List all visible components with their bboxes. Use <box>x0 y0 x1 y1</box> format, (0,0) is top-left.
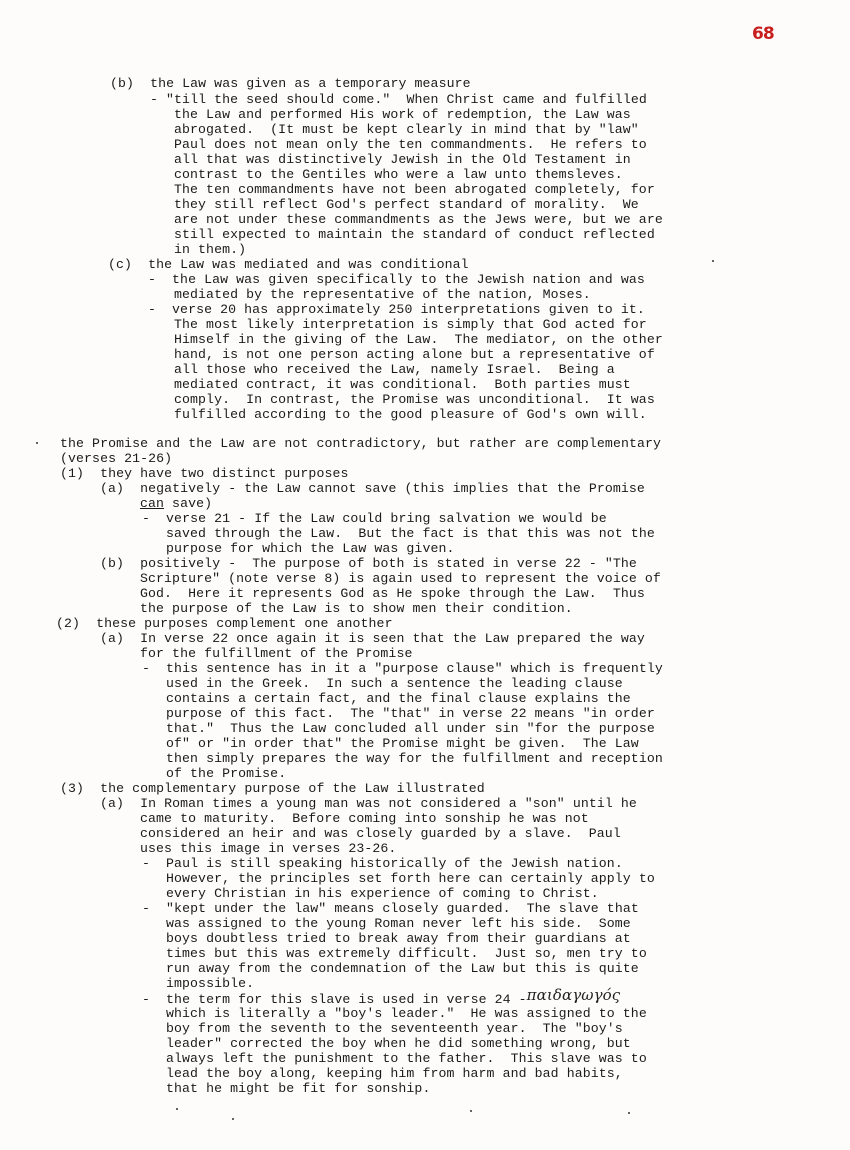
text-line: can save) <box>140 496 213 511</box>
text-line: that he might be fit for sonship. <box>166 1081 431 1096</box>
text-line: - verse 21 - If the Law could bring salvation we would be <box>142 511 607 526</box>
text-line: (a) In Roman times a young man was not considered a "son" until he <box>100 796 637 811</box>
scan-speck <box>36 442 38 444</box>
text-line: - the Law was given specifically to the Jewish nation and was <box>148 272 645 287</box>
text-line: abrogated. (It must be kept clearly in mind that by "law" <box>174 122 639 137</box>
text-line: the purpose of the Law is to show men their condition. <box>140 601 573 616</box>
scan-speck <box>232 1118 234 1120</box>
scan-speck <box>712 260 714 262</box>
text-line: God. Here it represents God as He spoke through the Law. Thus <box>140 586 645 601</box>
text-line: However, the principles set forth here can certainly apply to <box>166 871 655 886</box>
text-line: of the Promise. <box>166 766 287 781</box>
text-line: used in the Greek. In such a sentence the leading clause <box>166 676 623 691</box>
text-line: considered an heir and was closely guarded by a slave. Paul <box>140 826 621 841</box>
text-line: (a) In verse 22 once again it is seen that the Law prepared the way <box>100 631 645 646</box>
text-line: boys doubtless tried to break away from their guardians at <box>166 931 631 946</box>
text-line: (b) positively - The purpose of both is stated in verse 22 - "The <box>100 556 637 571</box>
text-line: (a) negatively - the Law cannot save (this implies that the Promise <box>100 481 645 496</box>
text-line: - "till the seed should come." When Christ came and fulfilled <box>150 92 647 107</box>
text-line: (2) these purposes complement one another <box>56 616 393 631</box>
text-line: run away from the condemnation of the Law but this is quite <box>166 961 639 976</box>
text-line: hand, is not one person acting alone but a representative of <box>174 347 655 362</box>
text-line: - this sentence has in it a "purpose clause" which is frequently <box>142 661 663 676</box>
text-line: in them.) <box>174 242 247 257</box>
text-line: the Promise and the Law are not contradictory, but rather are complementary <box>60 436 662 451</box>
text-line: purpose for which the Law was given. <box>166 541 455 556</box>
text-line: still expected to maintain the standard of conduct reflected <box>174 227 655 242</box>
text-line: Paul does not mean only the ten commandments. He refers to <box>174 137 647 152</box>
text-line: contrast to the Gentiles who were a law unto themsleves. <box>174 167 623 182</box>
text-line: was assigned to the young Roman never left his side. Some <box>166 916 631 931</box>
scan-speck <box>470 1110 472 1112</box>
text-line: (1) they have two distinct purposes <box>60 466 349 481</box>
text-line: comply. In contrast, the Promise was unconditional. It was <box>174 392 655 407</box>
text-line: all those who received the Law, namely Israel. Being a <box>174 362 615 377</box>
text-line: mediated contract, it was conditional. Both parties must <box>174 377 631 392</box>
text-line: are not under these commandments as the Jews were, but we are <box>174 212 663 227</box>
text-line: uses this image in verses 23-26. <box>140 841 397 856</box>
text-line: (c) the Law was mediated and was conditional <box>108 257 469 272</box>
text-line: - the term for this slave is used in verse 24 -παιδαγωγός <box>142 986 621 1007</box>
text-line: - Paul is still speaking historically of the Jewish nation. <box>142 856 623 871</box>
text-line: (b) the Law was given as a temporary measure <box>110 76 471 91</box>
text-line: they still reflect God's perfect standard of morality. We <box>174 197 639 212</box>
text-line: - "kept under the law" means closely guarded. The slave that <box>142 901 639 916</box>
text-line: contains a certain fact, and the final clause explains the <box>166 691 631 706</box>
text-line: boy from the seventh to the seventeenth year. The "boy's <box>166 1021 623 1036</box>
text-line: (3) the complementary purpose of the Law illustrated <box>60 781 485 796</box>
text-line: The ten commandments have not been abrogated completely, for <box>174 182 655 197</box>
text-line: came to maturity. Before coming into sonship he was not <box>140 811 589 826</box>
text-line: mediated by the representative of the nation, Moses. <box>174 287 591 302</box>
greek-handwritten-word: παιδαγωγός <box>526 986 621 1004</box>
text-line: Himself in the giving of the Law. The mediator, on the other <box>174 332 663 347</box>
text-line: The most likely interpretation is simply that God acted for <box>174 317 647 332</box>
text-line: lead the boy along, keeping him from harm and bad habits, <box>166 1066 623 1081</box>
text-line: all that was distinctively Jewish in the Old Testament in <box>174 152 631 167</box>
text-line: Scripture" (note verse 8) is again used to represent the voice of <box>140 571 661 586</box>
text-line: every Christian in his experience of coming to Christ. <box>166 886 599 901</box>
scan-speck <box>628 1112 630 1114</box>
text-line: the Law and performed His work of redemption, the Law was <box>174 107 631 122</box>
text-line: impossible. <box>166 976 255 991</box>
text-line: which is literally a "boy's leader." He was assigned to the <box>166 1006 647 1021</box>
text-line: saved through the Law. But the fact is that this was not the <box>166 526 655 541</box>
text-line: purpose of this fact. The "that" in verse 22 means "in order <box>166 706 655 721</box>
text-line: that." Thus the Law concluded all under sin "for the purpose <box>166 721 655 736</box>
text-line: always left the punishment to the father. This slave was to <box>166 1051 647 1066</box>
text-line: then simply prepares the way for the fulfillment and reception <box>166 751 663 766</box>
page-number: 68 <box>752 24 774 44</box>
text-line: - verse 20 has approximately 250 interpretations given to it. <box>148 302 645 317</box>
scan-speck <box>176 1108 178 1110</box>
text-line: for the fulfillment of the Promise <box>140 646 413 661</box>
text-line: leader" corrected the boy when he did something wrong, but <box>166 1036 631 1051</box>
text-line: times but this was extremely difficult. Just so, men try to <box>166 946 647 961</box>
text-line: fulfilled according to the good pleasure of God's own will. <box>174 407 647 422</box>
text-line: of" or "in order that" the Promise might be given. The Law <box>166 736 639 751</box>
text-line: (verses 21-26) <box>60 451 173 466</box>
